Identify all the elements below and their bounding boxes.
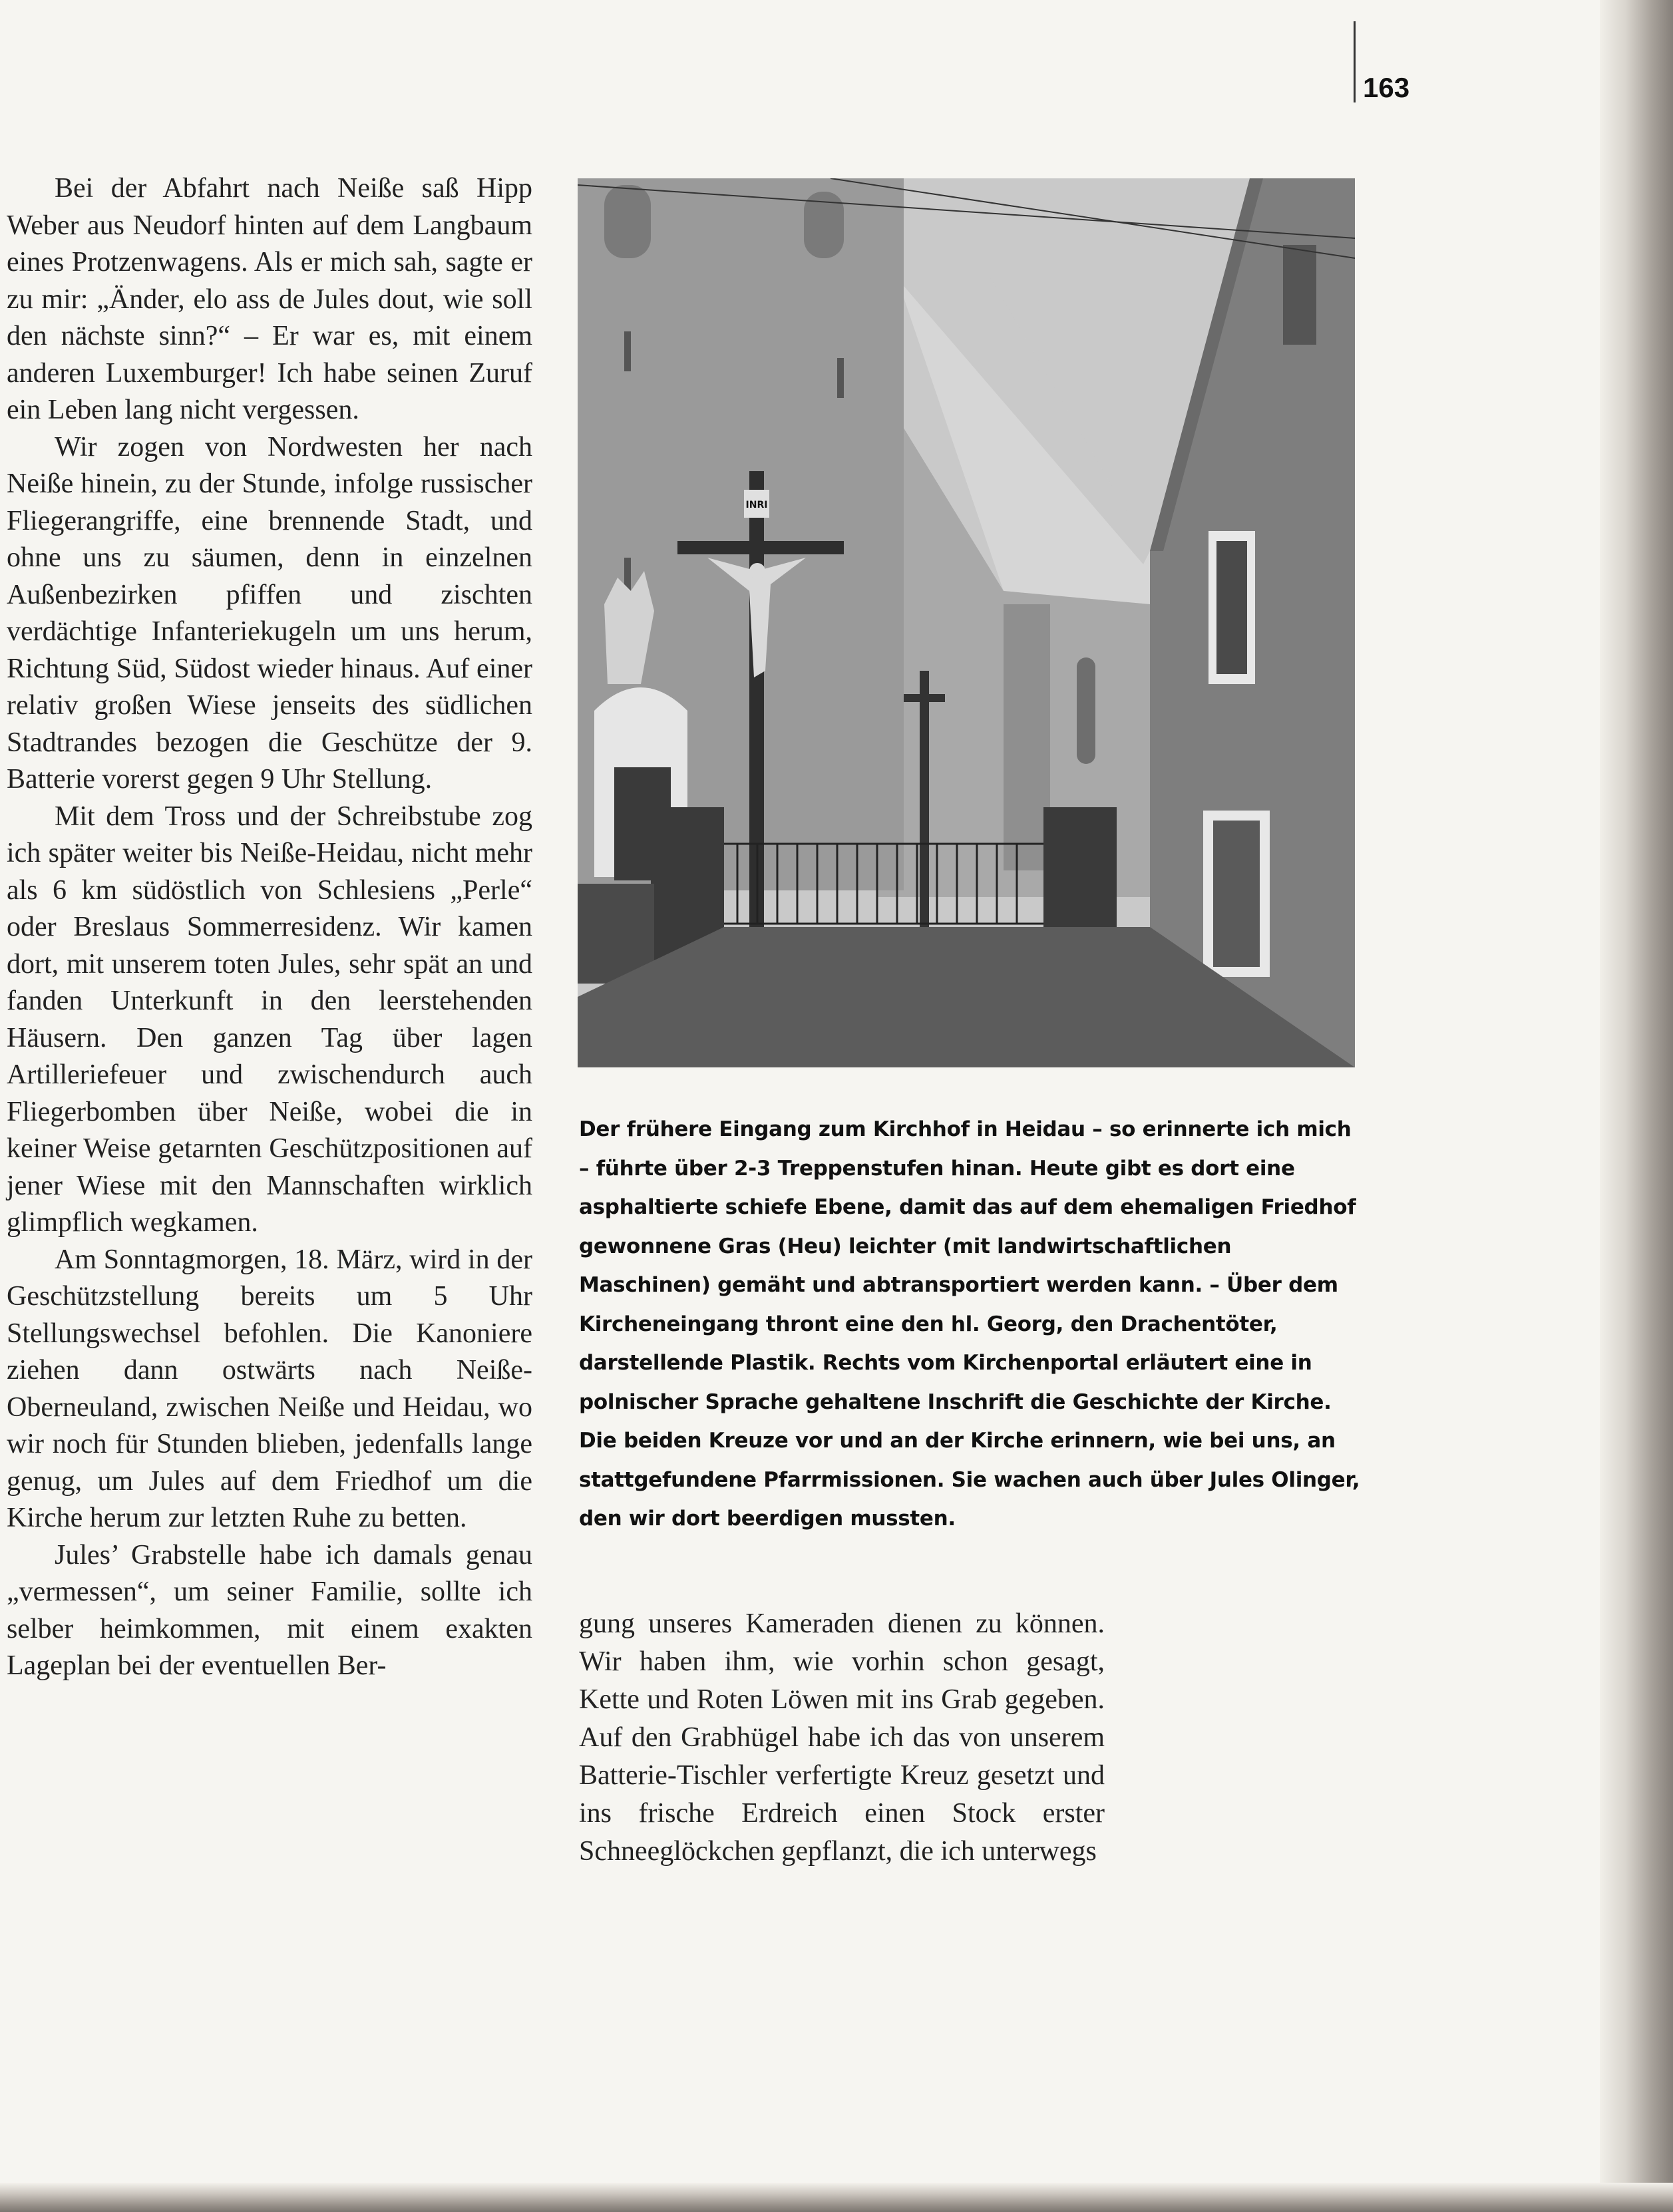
cross-plaque-text: INRI — [745, 500, 768, 510]
photo-caption: Der frühere Eingang zum Kirchhof in Heidau – so erinnerte ich mich – führte über 2-3 Treppenstufen hinan. Heute gibt es dort eine asphaltierte schiefe Ebene, damit das auf dem ehemaligen Friedhof gewonnene Gras (Heu) leichter (mit landwirtschaftlichen Maschinen) gemäht und abtransportiert werden kann. – Über dem Kircheneingang thront eine den hl. Georg, den Drachentöter, darstellende Plastik. Rechts vom Kirchenportal erläutert eine in polnischer Sprache gehaltene Inschrift die Geschichte der Kirche. Die beiden Kreuze vor und an der Kirche erinnern, wie bei uns, an stattgefundene Pfarrmissionen. Sie wachen auch über Jules Olinger, den wir dort beerdigen mussten. — [579, 1117, 1360, 1531]
page-number-rule — [1354, 21, 1356, 102]
church-photograph — [578, 178, 1355, 1067]
right-text-column — [579, 1605, 1105, 1871]
left-text-column — [7, 170, 532, 1685]
paragraph: Bei der Abfahrt nach Neiße saß Hipp Weber aus Neudorf hinten auf dem Langbaum eines Protzenwagens. Als er mich sah, sagte er zu mir: „Änder, elo ass de Jules dout, wie soll den nächste sinn?“ – Er war es, mit einem anderen Luxemburger! Ich habe seinen Zuruf ein Leben lang nicht vergessen. — [7, 173, 532, 425]
page-number: 163 — [1363, 72, 1410, 103]
book-gutter-shadow — [1600, 0, 1673, 2212]
paragraph: Jules’ Grabstelle habe ich damals genau „vermessen“, um seiner Familie, sollte ich selber heimkommen, mit einem exakten Lageplan bei der eventuellen Ber- — [7, 1539, 532, 1681]
paragraph: Am Sonntagmorgen, 18. März, wird in der Geschützstellung bereits um 5 Uhr Stellungswechsel befohlen. Die Kanoniere ziehen dann ostwärts nach Neiße-Oberneuland, zwischen Neiße und Heidau, wo wir noch für Stunden blieben, jedenfalls lange genug, um Jules auf dem Friedhof um die Kirche herum zur letzten Ruhe zu betten. — [7, 1244, 532, 1533]
paragraph: Mit dem Tross und der Schreibstube zog ich später weiter bis Neiße-Heidau, nicht mehr als 6 km südöstlich von Schlesiens „Perle“ oder Breslaus Sommerresidenz. Wir kamen dort, mit unserem toten Jules, sehr spät an und fanden Unterkunft in den leerstehenden Häusern. Den ganzen Tag über lagen Artilleriefeuer und zwischendurch auch Fliegerbomben über Neiße, wobei die in keiner Weise getarnten Geschützpositionen auf jener Wiese mit den Mannschaften wirklich glimpflich wegkamen. — [7, 801, 532, 1238]
page-bottom-edge — [0, 2183, 1673, 2212]
church-photo-illustration — [578, 178, 1355, 1067]
paragraph: Wir zogen von Nordwesten her nach Neiße hinein, zu der Stunde, infolge russischer Fliegerangriffe, eine brennende Stadt, und ohne uns zu säumen, denn in einzelnen Außenbezirken pfiffen und zischten verdächtige Infanteriekugeln um uns herum, Richtung Süd, Südost wieder hinaus. Auf einer relativ großen Wiese jenseits des südlichen Stadtrandes bezogen die Geschütze der 9. Batterie vorerst gegen 9 Uhr Stellung. — [7, 431, 532, 795]
paragraph: gung unseres Kameraden dienen zu können. Wir haben ihm, wie vorhin schon gesagt, Kette und Roten Löwen mit ins Grab gegeben. Auf den Grabhügel habe ich das von unserem Batterie-Tischler verfertigte Kreuz gesetzt und ins frische Erdreich einen Stock erster Schneeglöckchen gepflanzt, die ich unterwegs — [579, 1608, 1105, 1867]
